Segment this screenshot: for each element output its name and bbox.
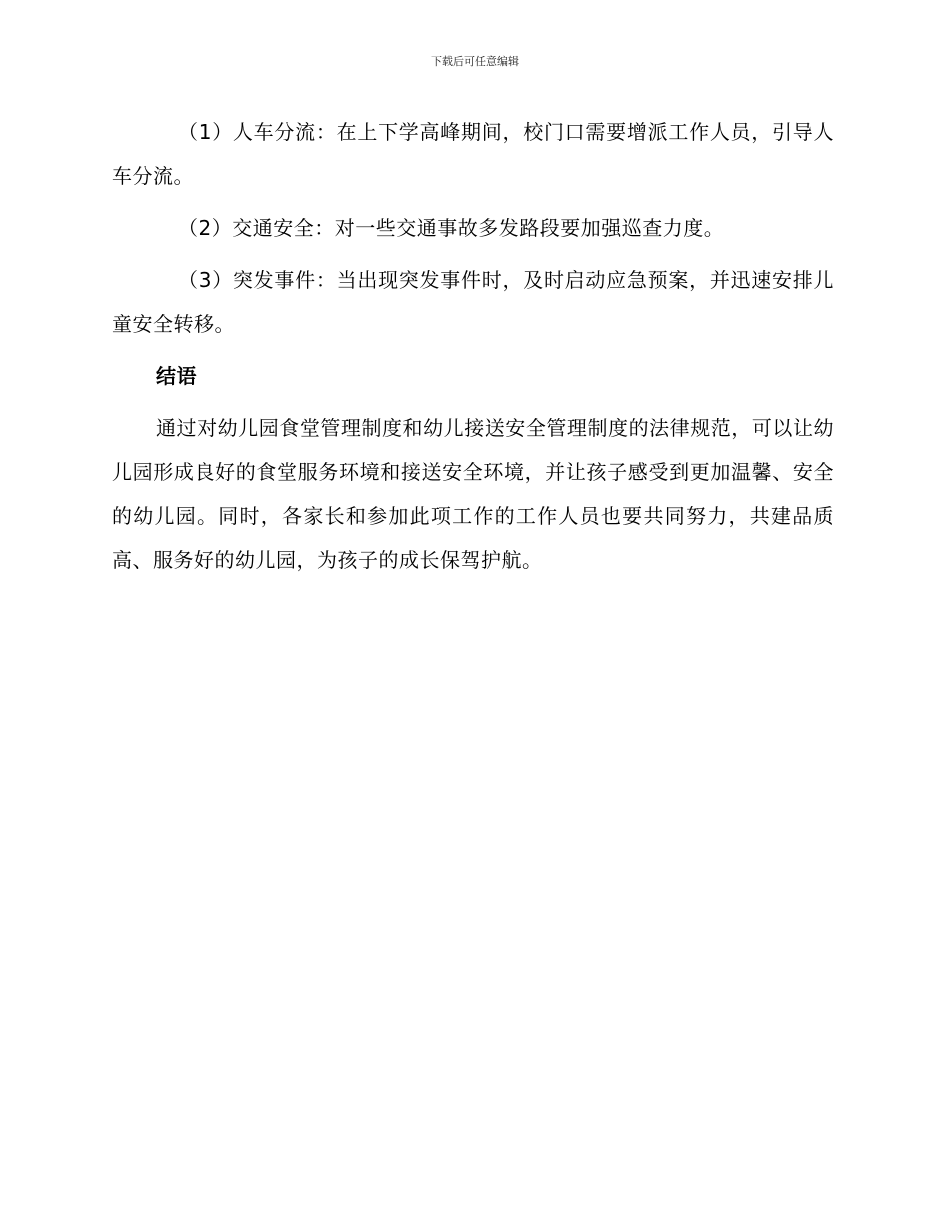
header-note: 下载后可任意编辑 — [431, 55, 519, 68]
measure-paragraph-1: （1）人车分流：在上下学高峰期间，校门口需要增派工作人员，引导人车分流。 — [112, 120, 834, 188]
document-body — [112, 110, 834, 582]
measure-paragraph-3: （3）突发事件：当出现突发事件时，及时启动应急预案，并迅速安排儿童安全转移。 — [112, 268, 834, 336]
conclusion-heading: 结语 — [156, 364, 197, 388]
measure-paragraph-2: （2）交通安全：对一些交通事故多发路段要加强巡查力度。 — [178, 216, 725, 240]
conclusion-paragraph: 通过对幼儿园食堂管理制度和幼儿接送安全管理制度的法律规范，可以让幼儿园形成良好的食堂服务环境和接送安全环境，并让孩子感受到更加温馨、安全的幼儿园。同时，各家长和参加此项工作的工作人员也要共同努力，共建品质高、服务好的幼儿园，为孩子的成长保驾护航。 — [112, 416, 834, 572]
